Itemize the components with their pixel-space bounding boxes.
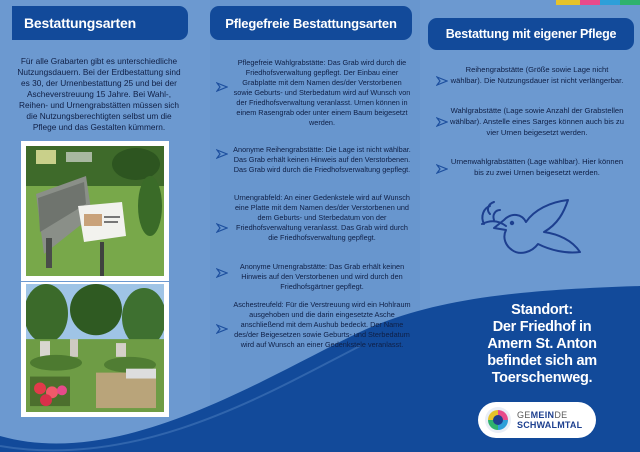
list-item-text: Aschestreufeld: Für die Verstreuung wird ein Hohlraum ausgehoben und die darin eingesetzte Asche anschließend mit dem Aushub bedeckt. Der Name des/der Beigesetzen sowie Geburts- und Sterbedatum wird auf Wunsch an einer Gedenkstele veranlasst. bbox=[233, 300, 411, 349]
municipality-emblem-icon bbox=[484, 406, 512, 434]
list-item-text: Anonyme Reihengrabstätte: Die Lage ist nicht wählbar. Das Grab erhält keinen Hinweis auf den Verstorbenen. Das Grab wird durch die Friedhofsverwaltung gepflegt. bbox=[233, 145, 411, 174]
photo-bench-frame bbox=[21, 141, 169, 281]
location-line: Amern St. Anton bbox=[487, 336, 597, 352]
list-item bbox=[216, 145, 412, 175]
logo-suffix: DE bbox=[554, 410, 568, 420]
list-item-text: Pflegefreie Wahlgrabstätte: Das Grab wird durch die Friedhofsverwaltung gepflegt. Der Einbau einer Grabplatte mit dem Namen des/der Verstorbenen sowie Geburts- und Sterbedatum wird auf Wunsch von der Friedhofsverwaltung veranlasst. Urnen können in einem Rasengrab oder unter einem Baum beigesetzt werden. bbox=[233, 58, 411, 127]
location-line: befindet sich am bbox=[487, 353, 597, 369]
list-item bbox=[436, 64, 624, 86]
location-text bbox=[454, 302, 630, 387]
chevron-right-icon bbox=[436, 76, 448, 86]
chevron-right-icon bbox=[216, 82, 228, 92]
chevron-right-icon bbox=[216, 223, 228, 233]
list-item-text: Anonyme Urnengrabstätte: Das Grab erhält keinen Hinweis auf den Verstorbenen und wird durch den Friedhofsgärtner gepflegt. bbox=[239, 262, 405, 291]
section-title-pflegefreie: Pflegefreie Bestattungsarten bbox=[210, 6, 412, 40]
chevron-right-icon bbox=[436, 117, 448, 127]
section-title-eigene-pflege: Bestattung mit eigener Pflege bbox=[428, 18, 634, 50]
list-item bbox=[216, 58, 412, 128]
logo-wordmark bbox=[517, 410, 582, 430]
list-item-text: Urnenwahlgrabstätten (Lage wählbar). Hier können bis zu zwei Urnen beigesetzt werden. bbox=[450, 157, 624, 177]
list-item bbox=[436, 105, 624, 138]
location-line: Toerschenweg. bbox=[491, 370, 593, 386]
logo-line-1 bbox=[517, 410, 582, 420]
section-title-bestattungsarten: Bestattungsarten bbox=[12, 6, 188, 40]
dove-icon bbox=[472, 190, 592, 274]
intro-text: Für alle Grabarten gibt es unterschiedliche Nutzungsdauern. Bei der Erdbestattung sind es 30, der Urnenbestattung 25 und bei der Ascheverstreuung 15 Jahre. Bei Wahl-, Reihen- und Urnengrabstätten müssen sich die Nutzungsberechtigten selbst um die Pflege und das Gestalten kümmern. bbox=[17, 56, 181, 132]
logo-prefix: GE bbox=[517, 410, 531, 420]
chevron-right-icon bbox=[216, 324, 228, 334]
cemetery-graves-photo bbox=[26, 284, 164, 412]
chevron-right-icon bbox=[216, 149, 228, 159]
cemetery-bench-photo bbox=[26, 146, 164, 276]
photo-cemetery-frame bbox=[21, 282, 169, 417]
chevron-right-icon bbox=[216, 268, 228, 278]
list-item bbox=[216, 300, 412, 350]
list-item-text: Wahlgrabstätte (Lage sowie Anzahl der Grabstellen wählbar). Anstelle eines Sarges können auch bis zu vier Urnen beigesetzt werden. bbox=[450, 106, 624, 137]
logo-bold: MEIN bbox=[530, 410, 555, 420]
gemeinde-schwalmtal-logo bbox=[478, 402, 596, 438]
list-item-text: Urnengrabfeld: An einer Gedenkstele wird auf Wunsch eine Platte mit dem Namen des/der Verstorbenen und dem Geburts- und Sterbedatum von der Friedhofsverwaltung veranlasst. Das Grab wird durch die Friedhofsverwaltung gepflegt. bbox=[234, 193, 410, 242]
list-item-text: Reihengrabstätte (Größe sowie Lage nicht wählbar). Die Nutzungsdauer ist nicht verlängerbar. bbox=[450, 65, 624, 85]
list-item bbox=[216, 262, 412, 292]
list-item bbox=[436, 156, 624, 178]
location-line: Der Friedhof in bbox=[492, 319, 592, 335]
location-line: Standort: bbox=[511, 302, 573, 318]
chevron-right-icon bbox=[436, 164, 448, 174]
list-item bbox=[216, 193, 412, 243]
logo-line-2: SCHWALMTAL bbox=[517, 420, 583, 430]
